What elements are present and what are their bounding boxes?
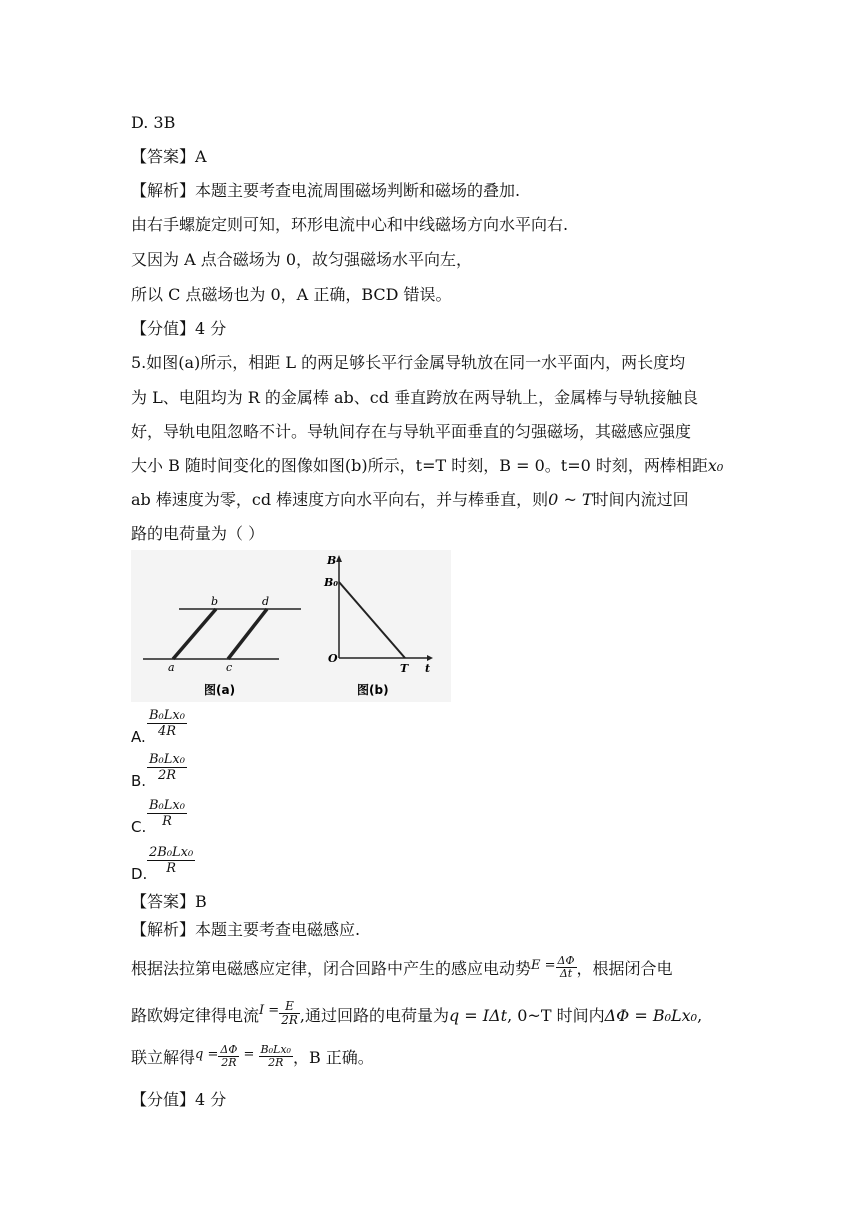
analysis-2-text: 路欧姆定律得电流 [131,1006,260,1025]
result-numerator-2: B₀Lx₀ [260,1043,291,1056]
analysis-2-end: , [697,1006,703,1025]
q4-analysis-line-4: 所以 C 点磁场也为 0，A 正确，BCD 错误。 [131,285,452,304]
label-b: b [211,595,219,608]
analysis-1-text: 根据法拉第电磁感应定律，闭合回路中产生的感应电动势 [131,959,532,978]
T-label: T [400,662,409,675]
q5-analysis-line-3 [131,1044,374,1080]
flux-expression: ΔΦ = B₀Lx₀ [604,1006,698,1025]
q5-answer: 【答案】B [131,892,207,911]
q4-analysis-line-2: 由右手螺旋定则可知，环形电流中心和中线磁场方向水平向右. [131,215,569,234]
result-fraction-2 [259,1044,293,1069]
emf-lhs: E = [531,958,556,973]
option-d-prev: D. 3B [131,113,176,132]
b0-label: B₀ [324,576,339,589]
q5-analysis-line-1 [131,955,673,989]
option-b-numerator: B₀Lx₀ [149,752,185,767]
option-d-label: D. [131,865,148,883]
option-c-denominator: R [162,814,172,829]
emf-numerator: ΔΦ [557,954,575,967]
option-a-label: A. [131,728,146,746]
charge-expression: q = IΔt [448,1006,508,1025]
option-c-fraction [147,798,187,829]
emf-denominator: Δt [559,967,573,980]
option-c-numerator: B₀Lx₀ [149,798,185,813]
option-d-numerator: 2B₀Lx₀ [149,845,194,860]
q5-stem-line-6: 路的电荷量为（ ） [131,524,265,543]
option-c-label: C. [131,818,147,836]
q5-stem-line-5 [131,489,689,511]
q4-score: 【分值】4 分 [131,319,227,338]
q5-score: 【分值】4 分 [131,1090,227,1109]
q5-stem-line-4 [131,455,723,477]
q5-analysis-title: 【解析】本题主要考查电磁感应. [131,920,361,939]
result-numerator-1: ΔΦ [220,1043,238,1056]
q5-stem-line-4-text: 大小 B 随时间变化的图像如图(b)所示，t=T 时刻，B = 0。t=0 时刻，两棒相距 [131,456,708,475]
option-a-denominator: 4R [157,724,176,739]
result-denominator-2: 2R [268,1056,284,1069]
result-lhs: q = [195,1047,219,1062]
analysis-1-tail: ，根据闭合电 [576,959,673,978]
q5-analysis-line-2 [131,1000,702,1034]
option-a-fraction [147,708,187,739]
time-range-suffix: 时间内流过回 [592,490,689,509]
q4-analysis-line-1: 【解析】本题主要考查电流周围磁场判断和磁场的叠加. [131,181,521,200]
analysis-2-mid2: , 0~T 时间内 [507,1006,605,1025]
q5-stem-line-5-text: ab 棒速度为零，cd 棒速度方向水平向右，并与棒垂直，则 [131,490,549,509]
time-range: 0 ~ T [548,490,593,509]
result-fraction-1 [218,1044,239,1069]
emf-fraction [556,955,577,980]
equals-sign: = [239,1047,259,1062]
option-a-numerator: B₀Lx₀ [149,708,185,723]
q5-stem-line-3: 好，导轨电阻忽略不计。导轨间存在与导轨平面垂直的匀强磁场，其磁感应强度 [131,422,692,441]
current-fraction [279,1000,300,1027]
result-denominator-1: 2R [221,1056,237,1069]
analysis-3-tail: ，B 正确。 [292,1048,374,1067]
figure-svg [131,550,451,702]
axis-b-label: B [327,554,337,567]
x0-symbol: x₀ [707,456,724,475]
option-d-fraction [147,845,195,876]
option-b-fraction [147,752,187,783]
caption-a: 图(a) [204,683,236,697]
label-a: a [168,661,175,674]
current-numerator: E [279,1000,300,1014]
current-denominator: 2R [281,1013,298,1027]
current-lhs: I = [259,1003,280,1018]
option-d-denominator: R [166,861,176,876]
q4-analysis-line-3: 又因为 A 点合磁场为 0，故匀强磁场水平向左， [131,250,472,269]
analysis-3-text: 联立解得 [131,1048,196,1067]
caption-b: 图(b) [357,683,389,697]
q5-stem-line-2: 为 L、电阻均为 R 的金属棒 ab、cd 垂直跨放在两导轨上，金属棒与导轨接触良 [131,388,699,407]
q5-stem-line-1: 5.如图(a)所示，相距 L 的两足够长平行金属导轨放在同一水平面内，两长度均 [131,353,686,372]
t-label: t [425,662,431,675]
q4-answer: 【答案】A [131,147,207,166]
label-d: d [262,595,270,608]
label-c: c [226,661,233,674]
option-b-label: B. [131,772,147,790]
analysis-2-mid: ,通过回路的电荷量为 [299,1006,449,1025]
option-b-denominator: 2R [157,768,176,783]
figure-rails-and-graph [131,550,451,702]
origin-label: O [328,652,338,665]
